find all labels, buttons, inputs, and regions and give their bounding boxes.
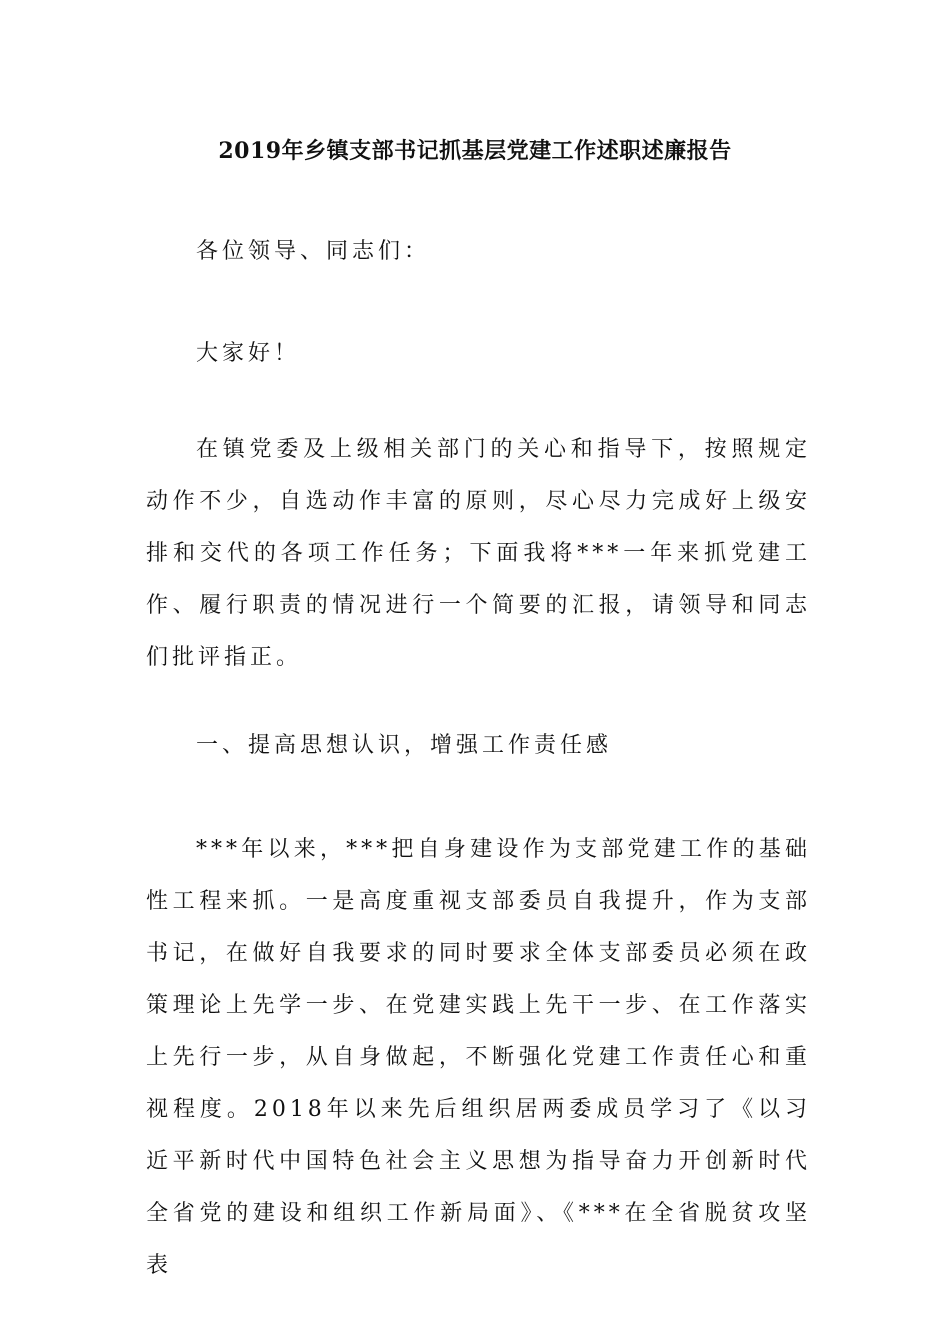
hello-paragraph: 大家好！ xyxy=(196,341,301,366)
section-body-1: ***年以来，***把自身建设作为支部党建工作的基础性工程来抓。一是高度重视支部委员自我提升，作为支部书记，在做好自我要求的同时要求全体支部委员必须在政策理论上先学一步、在党建实践上先干一步、在工作落实上先行一步，从自身做起，不断强化党建工作责任心和重视程度。2018年以来先后组织居两委成员学习了《以习近平新时代中国特色社会主义思想为指导奋力开创新时代全省党的建设和组织工作新局面》、《***在全省脱贫攻坚表 xyxy=(146,837,811,1278)
section-heading-1: 一、提高思想认识，增强工作责任感 xyxy=(196,733,613,758)
greeting-paragraph: 各位领导、同志们： xyxy=(196,239,431,264)
intro-paragraph: 在镇党委及上级相关部门的关心和指导下，按照规定动作不少，自选动作丰富的原则，尽心尽力完成好上级安排和交代的各项工作任务；下面我将***一年来抓党建工作、履行职责的情况进行一个简要的汇报，请领导和同志们批评指正。 xyxy=(146,437,811,670)
document-title: 2019年乡镇支部书记抓基层党建工作述职述廉报告 xyxy=(218,138,732,164)
